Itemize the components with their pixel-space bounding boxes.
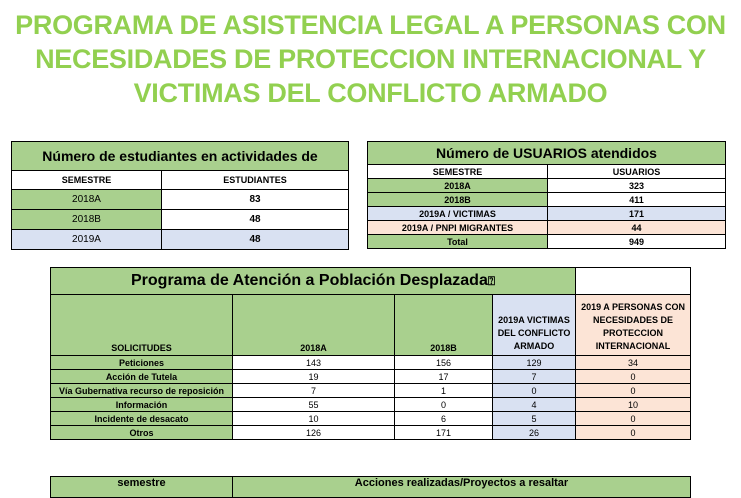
semester-cell: 2018B [368, 193, 548, 207]
table-row [368, 235, 726, 249]
users-cell: 411 [548, 193, 726, 207]
semester-cell: 2018A [368, 179, 548, 193]
value-2018b: 17 [395, 370, 493, 384]
value-2018a: 7 [233, 384, 395, 398]
students-col-semester: SEMESTRE [12, 171, 162, 190]
table-row [368, 207, 726, 221]
value-2018b: 1 [395, 384, 493, 398]
title-line-2: NECESIDADES DE PROTECCION INTERNACIONAL Y [35, 44, 706, 74]
students-table [11, 141, 349, 250]
value-international: 0 [576, 384, 691, 398]
title-line-1: PROGRAMA DE ASISTENCIA LEGAL A PERSONAS CON [15, 10, 726, 40]
col-2018a: 2018A [233, 295, 395, 356]
value-victims: 4 [493, 398, 576, 412]
actions-table [50, 476, 691, 498]
value-2018a: 143 [233, 356, 395, 370]
table-row [12, 190, 349, 210]
value-2018a: 10 [233, 412, 395, 426]
users-table [367, 141, 726, 249]
displaced-title-text: Programa de Atención a Población Desplazada [131, 272, 488, 289]
table-row [12, 210, 349, 230]
users-cell: 44 [548, 221, 726, 235]
request-label: Incidente de desacato [51, 412, 233, 426]
displaced-table-title [51, 268, 576, 295]
value-international: 0 [576, 370, 691, 384]
table-row [51, 398, 691, 412]
users-table-title: Número de USUARIOS atendidos [368, 142, 726, 165]
value-victims: 7 [493, 370, 576, 384]
col-victims: 2019A VICTIMAS DEL CONFLICTO ARMADO [493, 295, 576, 356]
table-row [51, 356, 691, 370]
semester-cell: 2018A [12, 190, 162, 210]
request-label: Otros [51, 426, 233, 440]
page-title [0, 8, 741, 110]
displaced-table [50, 267, 691, 440]
value-international: 0 [576, 412, 691, 426]
students-cell: 48 [162, 210, 349, 230]
value-2018a: 126 [233, 426, 395, 440]
missing-glyph-icon: ⍰ [487, 274, 496, 288]
value-victims: 5 [493, 412, 576, 426]
semester-cell: 2019A / PNPI MIGRANTES [368, 221, 548, 235]
request-label: Vía Gubernativa recurso de reposición [51, 384, 233, 398]
table-row [51, 426, 691, 440]
table-row [368, 193, 726, 207]
title-line-3: VICTIMAS DEL CONFLICTO ARMADO [133, 78, 608, 108]
value-international: 10 [576, 398, 691, 412]
value-international: 34 [576, 356, 691, 370]
semester-cell: 2019A [12, 230, 162, 250]
students-cell: 48 [162, 230, 349, 250]
value-2018b: 171 [395, 426, 493, 440]
value-2018a: 19 [233, 370, 395, 384]
value-victims: 0 [493, 384, 576, 398]
request-label: Peticiones [51, 356, 233, 370]
value-victims: 129 [493, 356, 576, 370]
table-row [368, 179, 726, 193]
users-col-semester: SEMESTRE [368, 165, 548, 179]
table-row [368, 221, 726, 235]
value-2018a: 55 [233, 398, 395, 412]
total-value-cell: 949 [548, 235, 726, 249]
request-label: Información [51, 398, 233, 412]
col-international: 2019 A PERSONAS CON NECESIDADES DE PROTECCION INTERNACIONAL [576, 295, 691, 356]
table-row [12, 230, 349, 250]
users-cell: 323 [548, 179, 726, 193]
value-victims: 26 [493, 426, 576, 440]
request-label: Acción de Tutela [51, 370, 233, 384]
students-cell: 83 [162, 190, 349, 210]
actions-col-semester: semestre [51, 477, 233, 498]
total-label-cell: Total [368, 235, 548, 249]
users-cell: 171 [548, 207, 726, 221]
semester-cell: 2018B [12, 210, 162, 230]
table-row [51, 384, 691, 398]
col-2018b: 2018B [395, 295, 493, 356]
value-2018b: 6 [395, 412, 493, 426]
students-col-students: ESTUDIANTES [162, 171, 349, 190]
value-2018b: 156 [395, 356, 493, 370]
users-col-users: USUARIOS [548, 165, 726, 179]
table-row [51, 412, 691, 426]
value-international: 0 [576, 426, 691, 440]
value-2018b: 0 [395, 398, 493, 412]
col-requests: SOLICITUDES [51, 295, 233, 356]
table-row [51, 370, 691, 384]
actions-col-actions: Acciones realizadas/Proyectos a resaltar [233, 477, 691, 498]
semester-cell: 2019A / VICTIMAS [368, 207, 548, 221]
students-table-title: Número de estudiantes en actividades de [12, 142, 349, 171]
